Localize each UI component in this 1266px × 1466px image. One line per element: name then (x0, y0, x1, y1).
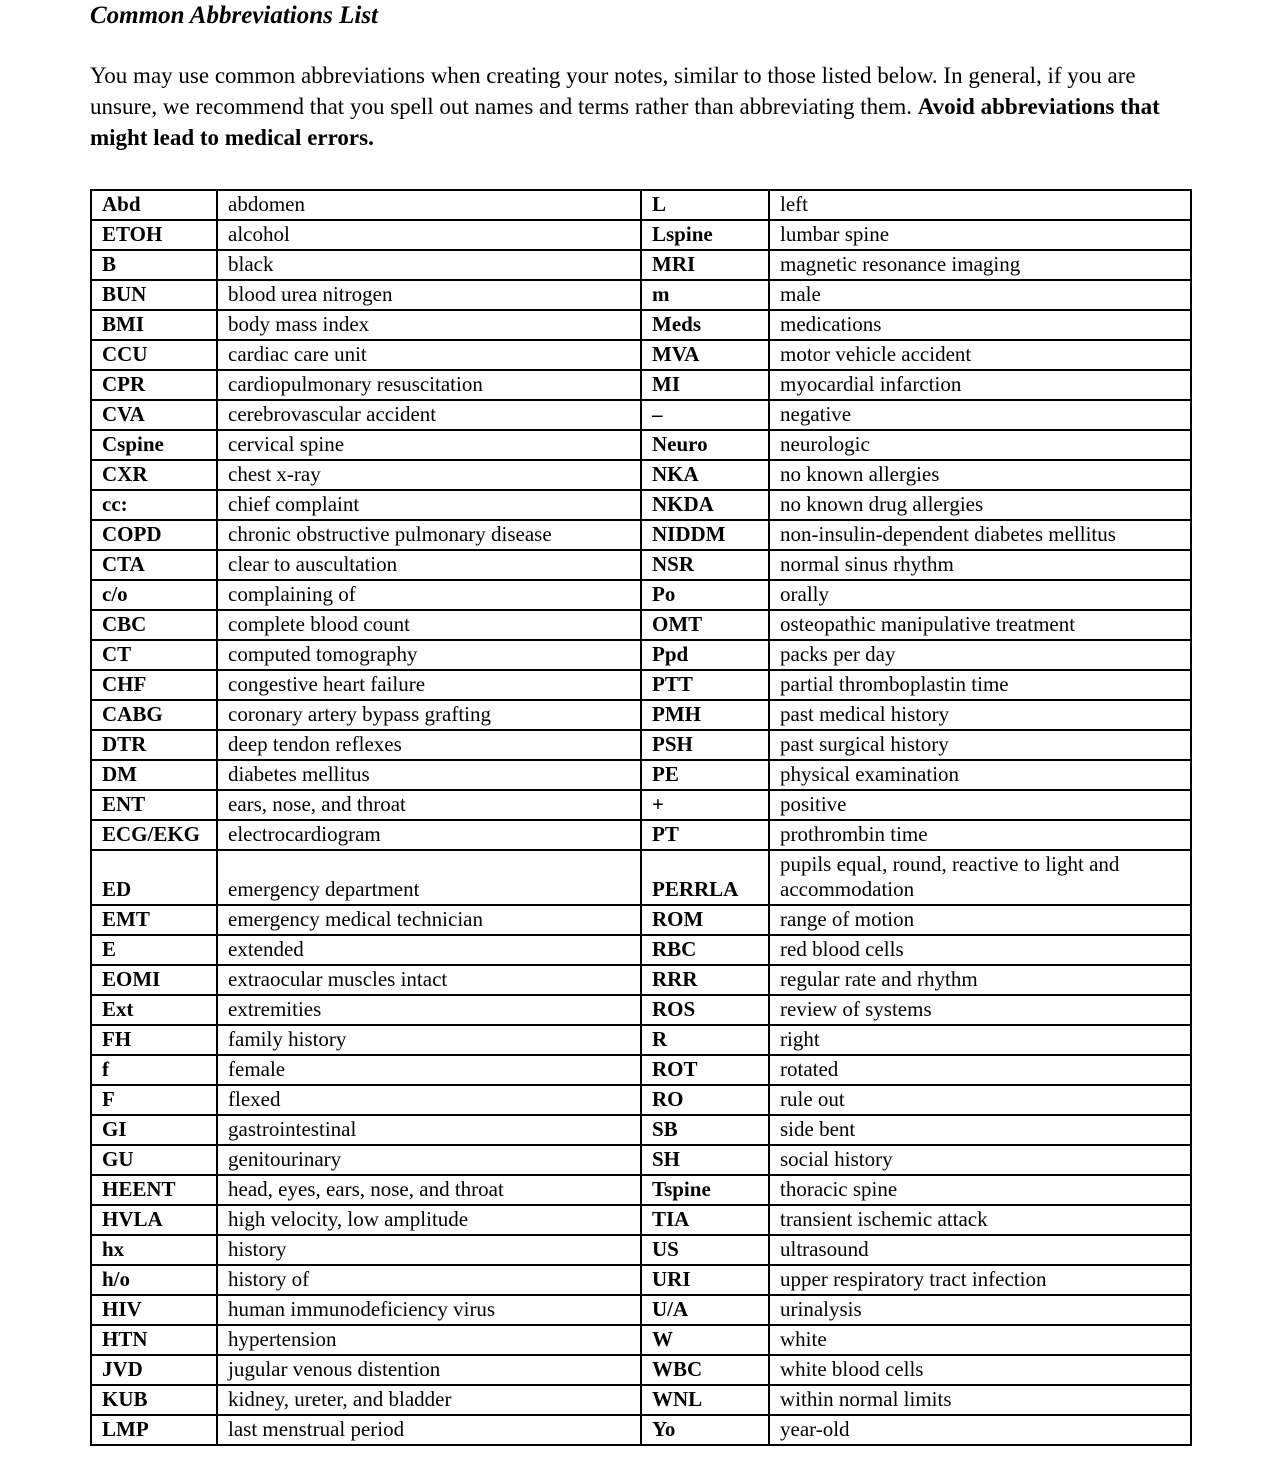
table-row (91, 1385, 1191, 1415)
meaning-cell: urinalysis (769, 1295, 1191, 1325)
meaning-cell: genitourinary (217, 1145, 641, 1175)
abbreviations-table-body (91, 190, 1191, 1445)
abbreviation-cell: h/o (91, 1265, 217, 1295)
intro-text: You may use common abbreviations when creating your notes, similar to those listed below. In general, if you are unsure, we recommend that you spell out names and terms rather than abbreviating them. (90, 62, 1136, 119)
meaning-cell: white blood cells (769, 1355, 1191, 1385)
abbreviation-cell: hx (91, 1235, 217, 1265)
abbreviation-cell: CABG (91, 700, 217, 730)
meaning-cell: human immunodeficiency virus (217, 1295, 641, 1325)
table-row (91, 580, 1191, 610)
table-row (91, 520, 1191, 550)
abbreviation-cell: DM (91, 760, 217, 790)
meaning-cell: blood urea nitrogen (217, 280, 641, 310)
meaning-cell: electrocardiogram (217, 820, 641, 850)
intro-warning-text: Avoid abbreviations that might lead to medical errors. (90, 93, 1160, 150)
table-row (91, 1145, 1191, 1175)
meaning-cell: history (217, 1235, 641, 1265)
meaning-cell: prothrombin time (769, 820, 1191, 850)
abbreviation-cell: PERRLA (641, 850, 769, 905)
abbreviation-cell: CPR (91, 370, 217, 400)
meaning-cell: complete blood count (217, 610, 641, 640)
meaning-cell: abdomen (217, 190, 641, 220)
table-row (91, 220, 1191, 250)
abbreviation-cell: WBC (641, 1355, 769, 1385)
table-row (91, 310, 1191, 340)
abbreviation-cell: CCU (91, 340, 217, 370)
abbreviation-cell: CTA (91, 550, 217, 580)
meaning-cell: emergency medical technician (217, 905, 641, 935)
abbreviation-cell: Meds (641, 310, 769, 340)
abbreviation-cell: W (641, 1325, 769, 1355)
table-row (91, 905, 1191, 935)
abbreviation-cell: Ext (91, 995, 217, 1025)
intro-paragraph (90, 60, 1192, 153)
abbreviation-cell: EOMI (91, 965, 217, 995)
abbreviation-cell: URI (641, 1265, 769, 1295)
abbreviation-cell: RRR (641, 965, 769, 995)
meaning-cell: chest x-ray (217, 460, 641, 490)
table-row (91, 460, 1191, 490)
abbreviation-cell: JVD (91, 1355, 217, 1385)
meaning-cell: chief complaint (217, 490, 641, 520)
abbreviation-cell: TIA (641, 1205, 769, 1235)
abbreviation-cell: US (641, 1235, 769, 1265)
meaning-cell: positive (769, 790, 1191, 820)
abbreviation-cell: U/A (641, 1295, 769, 1325)
meaning-cell: high velocity, low amplitude (217, 1205, 641, 1235)
abbreviation-cell: ETOH (91, 220, 217, 250)
table-row (91, 760, 1191, 790)
abbreviation-cell: Po (641, 580, 769, 610)
meaning-cell: no known allergies (769, 460, 1191, 490)
abbreviation-cell: BUN (91, 280, 217, 310)
meaning-cell: no known drug allergies (769, 490, 1191, 520)
abbreviation-cell: PTT (641, 670, 769, 700)
meaning-cell: diabetes mellitus (217, 760, 641, 790)
abbreviation-cell: PT (641, 820, 769, 850)
abbreviation-cell: MRI (641, 250, 769, 280)
table-row (91, 1355, 1191, 1385)
meaning-cell: right (769, 1025, 1191, 1055)
table-row (91, 935, 1191, 965)
abbreviation-cell: HIV (91, 1295, 217, 1325)
meaning-cell: non-insulin-dependent diabetes mellitus (769, 520, 1191, 550)
meaning-cell: negative (769, 400, 1191, 430)
abbreviation-cell: HVLA (91, 1205, 217, 1235)
meaning-cell: computed tomography (217, 640, 641, 670)
table-row (91, 850, 1191, 905)
meaning-cell: jugular venous distention (217, 1355, 641, 1385)
abbreviation-cell: Yo (641, 1415, 769, 1445)
meaning-cell: family history (217, 1025, 641, 1055)
abbreviation-cell: RO (641, 1085, 769, 1115)
abbreviation-cell: MVA (641, 340, 769, 370)
table-row (91, 190, 1191, 220)
table-row (91, 490, 1191, 520)
abbreviation-cell: – (641, 400, 769, 430)
table-row (91, 1205, 1191, 1235)
meaning-cell: clear to auscultation (217, 550, 641, 580)
meaning-cell: rotated (769, 1055, 1191, 1085)
abbreviation-cell: DTR (91, 730, 217, 760)
meaning-cell: white (769, 1325, 1191, 1355)
abbreviation-cell: SH (641, 1145, 769, 1175)
table-row (91, 700, 1191, 730)
abbreviation-cell: + (641, 790, 769, 820)
meaning-cell: cardiopulmonary resuscitation (217, 370, 641, 400)
table-row (91, 430, 1191, 460)
table-row (91, 340, 1191, 370)
meaning-cell: cervical spine (217, 430, 641, 460)
abbreviation-cell: BMI (91, 310, 217, 340)
abbreviation-cell: SB (641, 1115, 769, 1145)
abbreviation-cell: Neuro (641, 430, 769, 460)
meaning-cell: normal sinus rhythm (769, 550, 1191, 580)
meaning-cell: magnetic resonance imaging (769, 250, 1191, 280)
table-row (91, 640, 1191, 670)
abbreviation-cell: CXR (91, 460, 217, 490)
abbreviation-cell: OMT (641, 610, 769, 640)
table-row (91, 965, 1191, 995)
meaning-cell: side bent (769, 1115, 1191, 1145)
table-row (91, 1085, 1191, 1115)
abbreviation-cell: COPD (91, 520, 217, 550)
abbreviation-cell: LMP (91, 1415, 217, 1445)
abbreviation-cell: ROM (641, 905, 769, 935)
meaning-cell: alcohol (217, 220, 641, 250)
abbreviation-cell: HEENT (91, 1175, 217, 1205)
meaning-cell: upper respiratory tract infection (769, 1265, 1191, 1295)
abbreviation-cell: Ppd (641, 640, 769, 670)
abbreviation-cell: KUB (91, 1385, 217, 1415)
abbreviation-cell: CVA (91, 400, 217, 430)
meaning-cell: congestive heart failure (217, 670, 641, 700)
abbreviation-cell: GU (91, 1145, 217, 1175)
abbreviation-cell: NKA (641, 460, 769, 490)
table-row (91, 790, 1191, 820)
meaning-cell: hypertension (217, 1325, 641, 1355)
meaning-cell: medications (769, 310, 1191, 340)
meaning-cell: left (769, 190, 1191, 220)
meaning-cell: coronary artery bypass grafting (217, 700, 641, 730)
meaning-cell: motor vehicle accident (769, 340, 1191, 370)
meaning-cell: partial thromboplastin time (769, 670, 1191, 700)
meaning-cell: extremities (217, 995, 641, 1025)
abbreviation-cell: PMH (641, 700, 769, 730)
meaning-cell: year-old (769, 1415, 1191, 1445)
meaning-cell: chronic obstructive pulmonary disease (217, 520, 641, 550)
meaning-cell: body mass index (217, 310, 641, 340)
meaning-cell: neurologic (769, 430, 1191, 460)
abbreviation-cell: EMT (91, 905, 217, 935)
meaning-cell: female (217, 1055, 641, 1085)
abbreviation-cell: CT (91, 640, 217, 670)
abbreviation-cell: WNL (641, 1385, 769, 1415)
meaning-cell: history of (217, 1265, 641, 1295)
table-row (91, 370, 1191, 400)
abbreviation-cell: MI (641, 370, 769, 400)
meaning-cell: past medical history (769, 700, 1191, 730)
abbreviation-cell: NIDDM (641, 520, 769, 550)
meaning-cell: lumbar spine (769, 220, 1191, 250)
meaning-cell: last menstrual period (217, 1415, 641, 1445)
abbreviation-cell: ROT (641, 1055, 769, 1085)
abbreviation-cell: GI (91, 1115, 217, 1145)
abbreviation-cell: CBC (91, 610, 217, 640)
table-row (91, 1235, 1191, 1265)
page-title: Common Abbreviations List (90, 2, 379, 29)
abbreviation-cell: PSH (641, 730, 769, 760)
meaning-cell: cerebrovascular accident (217, 400, 641, 430)
abbreviation-cell: RBC (641, 935, 769, 965)
abbreviation-cell: f (91, 1055, 217, 1085)
abbreviation-cell: Abd (91, 190, 217, 220)
meaning-cell: flexed (217, 1085, 641, 1115)
abbreviation-cell: CHF (91, 670, 217, 700)
abbreviation-cell: B (91, 250, 217, 280)
abbreviation-cell: R (641, 1025, 769, 1055)
meaning-cell: transient ischemic attack (769, 1205, 1191, 1235)
meaning-cell: social history (769, 1145, 1191, 1175)
abbreviations-table (90, 189, 1192, 1446)
meaning-cell: kidney, ureter, and bladder (217, 1385, 641, 1415)
abbreviation-cell: Cspine (91, 430, 217, 460)
abbreviation-cell: HTN (91, 1325, 217, 1355)
table-row (91, 550, 1191, 580)
meaning-cell: ears, nose, and throat (217, 790, 641, 820)
meaning-cell: extraocular muscles intact (217, 965, 641, 995)
meaning-cell: past surgical history (769, 730, 1191, 760)
table-row (91, 1175, 1191, 1205)
meaning-cell: regular rate and rhythm (769, 965, 1191, 995)
meaning-cell: within normal limits (769, 1385, 1191, 1415)
table-row (91, 1025, 1191, 1055)
meaning-cell: red blood cells (769, 935, 1191, 965)
table-row (91, 400, 1191, 430)
table-row (91, 1325, 1191, 1355)
abbreviation-cell: FH (91, 1025, 217, 1055)
meaning-cell: rule out (769, 1085, 1191, 1115)
abbreviation-cell: Lspine (641, 220, 769, 250)
table-row (91, 250, 1191, 280)
meaning-cell: complaining of (217, 580, 641, 610)
meaning-cell: emergency department (217, 850, 641, 905)
meaning-cell: cardiac care unit (217, 340, 641, 370)
abbreviation-cell: F (91, 1085, 217, 1115)
table-row (91, 1055, 1191, 1085)
table-row (91, 1115, 1191, 1145)
table-row (91, 1265, 1191, 1295)
table-row (91, 610, 1191, 640)
abbreviation-cell: ECG/EKG (91, 820, 217, 850)
table-row (91, 1295, 1191, 1325)
abbreviation-cell: NSR (641, 550, 769, 580)
abbreviation-cell: ENT (91, 790, 217, 820)
meaning-cell: pupils equal, round, reactive to light and accommodation (769, 850, 1191, 905)
table-row (91, 820, 1191, 850)
abbreviation-cell: NKDA (641, 490, 769, 520)
table-row (91, 670, 1191, 700)
meaning-cell: physical examination (769, 760, 1191, 790)
abbreviation-cell: ROS (641, 995, 769, 1025)
meaning-cell: ultrasound (769, 1235, 1191, 1265)
meaning-cell: deep tendon reflexes (217, 730, 641, 760)
abbreviation-cell: Tspine (641, 1175, 769, 1205)
meaning-cell: orally (769, 580, 1191, 610)
meaning-cell: thoracic spine (769, 1175, 1191, 1205)
meaning-cell: gastrointestinal (217, 1115, 641, 1145)
meaning-cell: range of motion (769, 905, 1191, 935)
table-row (91, 995, 1191, 1025)
table-row (91, 730, 1191, 760)
meaning-cell: male (769, 280, 1191, 310)
meaning-cell: extended (217, 935, 641, 965)
meaning-cell: head, eyes, ears, nose, and throat (217, 1175, 641, 1205)
abbreviation-cell: cc: (91, 490, 217, 520)
abbreviation-cell: m (641, 280, 769, 310)
abbreviation-cell: c/o (91, 580, 217, 610)
abbreviation-cell: PE (641, 760, 769, 790)
meaning-cell: review of systems (769, 995, 1191, 1025)
abbreviation-cell: E (91, 935, 217, 965)
table-row (91, 280, 1191, 310)
meaning-cell: myocardial infarction (769, 370, 1191, 400)
abbreviation-cell: L (641, 190, 769, 220)
meaning-cell: black (217, 250, 641, 280)
abbreviation-cell: ED (91, 850, 217, 905)
meaning-cell: osteopathic manipulative treatment (769, 610, 1191, 640)
meaning-cell: packs per day (769, 640, 1191, 670)
table-row (91, 1415, 1191, 1445)
